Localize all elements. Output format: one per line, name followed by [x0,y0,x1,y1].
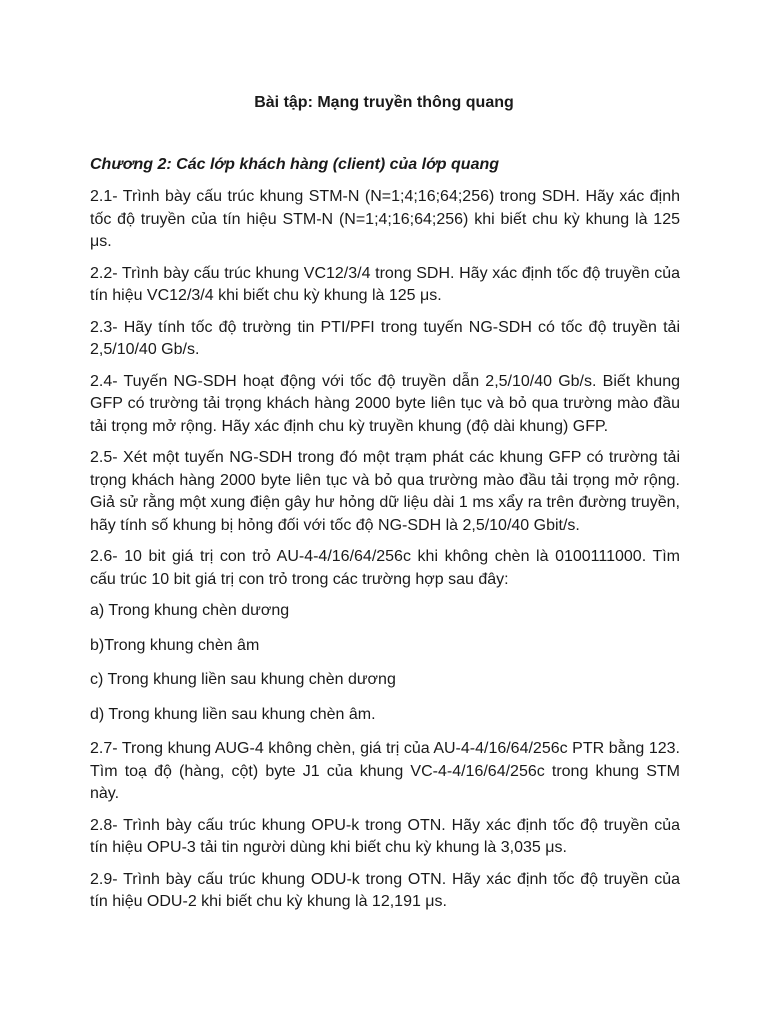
exercise-2-2: 2.2- Trình bày cấu trúc khung VC12/3/4 trong SDH. Hãy xác định tốc độ truyền của tín hiệu VC12/3/4 khi biết chu kỳ khung là 125 μs. [90,264,680,304]
exercise-2-6-b: b)Trong khung chèn âm [90,636,260,654]
exercise-2-8: 2.8- Trình bày cấu trúc khung OPU-k trong OTN. Hãy xác định tốc độ truyền của tín hiệu OPU-3 tải tin người dùng khi biết chu kỳ khung là 3,035 μs. [90,816,680,856]
page-title: Bài tập: Mạng truyền thông quang [254,94,514,111]
exercise-2-1: 2.1- Trình bày cấu trúc khung STM-N (N=1;4;16;64;256) trong SDH. Hãy xác định tốc độ truyền của tín hiệu STM-N (N=1;4;16;64;256) khi biết chu kỳ khung là 125 μs. [90,188,680,250]
exercise-2-6: 2.6- 10 bit giá trị con trỏ AU-4-4/16/64/256c khi không chèn là 0100111000. Tìm cấu trúc 10 bit giá trị con trỏ trong các trường hợp sau đây: [90,548,680,588]
exercise-2-4: 2.4- Tuyến NG-SDH hoạt động với tốc độ truyền dẫn 2,5/10/40 Gb/s. Biết khung GFP có trường tải trọng khách hàng 2000 byte liên tục và bỏ qua trường mào đầu tải trọng mở rộng. Hãy xác định chu kỳ truyền khung (độ dài khung) GFP. [90,372,680,435]
exercise-2-9: 2.9- Trình bày cấu trúc khung ODU-k trong OTN. Hãy xác định tốc độ truyền của tín hiệu ODU-2 khi biết chu kỳ khung là 12,191 μs. [90,870,680,910]
exercise-2-6-d: d) Trong khung liền sau khung chèn âm. [90,705,376,723]
exercise-2-6-c: c) Trong khung liền sau khung chèn dương [90,671,396,688]
chapter-heading: Chương 2: Các lớp khách hàng (client) của lớp quang [90,156,500,173]
exercise-list [90,186,680,923]
exercise-2-6-a: a) Trong khung chèn dương [90,602,290,619]
exercise-2-5: 2.5- Xét một tuyến NG-SDH trong đó một trạm phát các khung GFP có trường tải trọng khách hàng 2000 byte liên tục và bỏ qua trường mào đầu tải trọng mở rộng. Giả sử rằng một xung điện gây hư hỏng dữ liệu dài 1 ms xẩy ra trên đường truyền, hãy tính số khung bị hỏng đối với tốc độ NG-SDH là 2,5/10/40 Gbit/s. [90,449,680,534]
exercise-2-7: 2.7- Trong khung AUG-4 không chèn, giá trị của AU-4-4/16/64/256c PTR bằng 123. Tìm toạ độ (hàng, cột) byte J1 của khung VC-4-4/16/64/256c trong khung STM này. [90,740,680,802]
exercise-2-3: 2.3- Hãy tính tốc độ trường tin PTI/PFI trong tuyến NG-SDH có tốc độ truyền tải 2,5/10/40 Gb/s. [90,318,680,358]
